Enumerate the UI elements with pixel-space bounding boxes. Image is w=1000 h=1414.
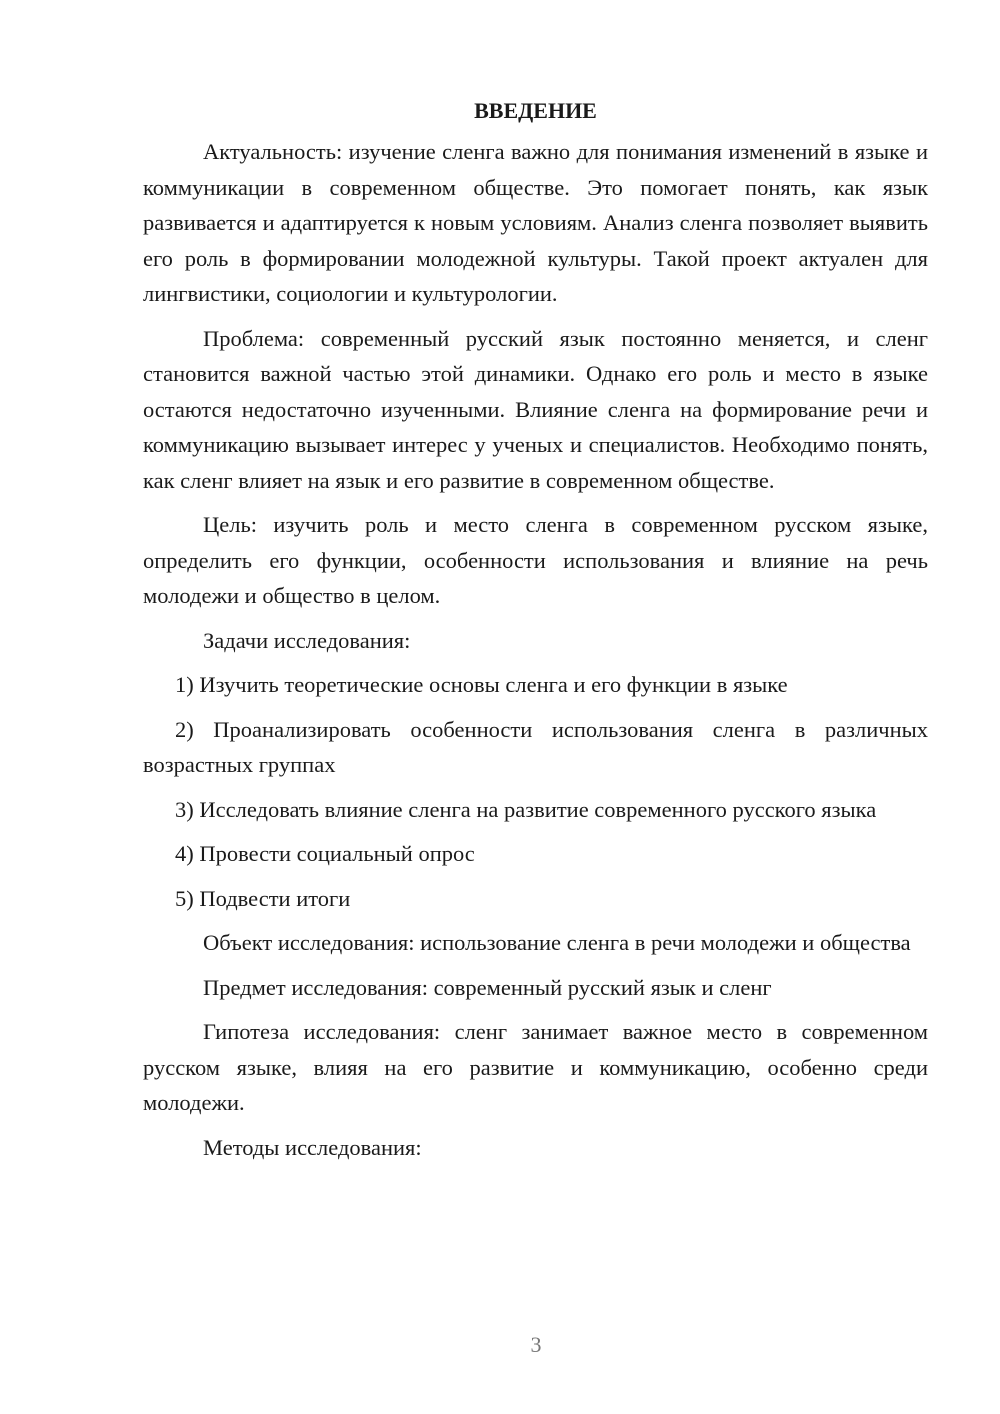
tasks-heading: Задачи исследования:: [203, 627, 411, 653]
methods-paragraph: Методы исследования:: [203, 1134, 422, 1160]
problem-paragraph: Проблема: современный русский язык постоянно меняется, и сленг становится важной частью этой динамики. Однако его роль и место в языке остаются недостаточно изученными. Влияние сленга на формирование речи и коммуникацию вызывает интерес у ученых и специалистов. Необходимо понять, как сленг влияет на язык и его развитие в современном обществе.: [143, 325, 928, 493]
object-paragraph: Объект исследования: использование сленга в речи молодежи и общества: [203, 930, 911, 955]
task-item-4: 4) Провести социальный опрос: [175, 841, 475, 866]
section-title: ВВЕДЕНИЕ: [474, 98, 597, 123]
task-item-1: 1) Изучить теоретические основы сленга и его функции в языке: [175, 672, 788, 697]
subject-paragraph: Предмет исследования: современный русский язык и сленг: [203, 974, 772, 1000]
task-item-2: 2) Проанализировать особенности использования сленга в различных возрастных группах: [143, 716, 928, 777]
task-item-5: 5) Подвести итоги: [175, 885, 351, 911]
document-page: [143, 96, 928, 1174]
task-item-3: 3) Исследовать влияние сленга на развитие современного русского языка: [175, 796, 877, 822]
hypothesis-paragraph: Гипотеза исследования: сленг занимает важное место в современном русском языке, влияя на его развитие и коммуникацию, особенно среди молодежи.: [143, 1019, 928, 1115]
goal-paragraph: Цель: изучить роль и место сленга в современном русском языке, определить его функции, особенности использования и влияние на речь молодежи и общество в целом.: [143, 512, 928, 608]
relevance-paragraph: Актуальность: изучение сленга важно для понимания изменений в языке и коммуникации в современном обществе. Это помогает понять, как язык развивается и адаптируется к новым условиям. Анализ сленга позволяет выявить его роль в формировании молодежной культуры. Такой проект актуален для лингвистики, социологии и культурологии.: [143, 139, 928, 306]
page-number: 3: [530, 1332, 542, 1357]
